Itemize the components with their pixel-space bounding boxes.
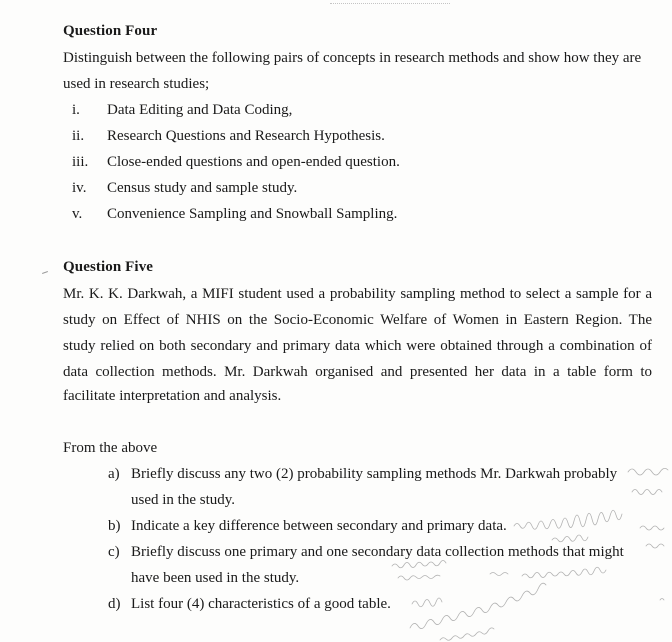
pencil-scribble [392,561,446,568]
sub-question-text: Briefly discuss any two (2) probability sampling methods Mr. Darkwah probably [131,466,618,482]
pencil-scribble [660,599,664,601]
list-item-numeral: iii. [72,154,89,170]
question-five-body-line: facilitate interpretation and analysis. [63,388,282,404]
sub-question-letter: a) [108,466,120,482]
list-item: Census study and sample study. [107,180,298,196]
pencil-scribble [646,544,664,548]
list-item-numeral: ii. [72,128,85,144]
list-item-numeral: i. [72,102,80,118]
question-four-heading: Question Four [63,23,158,39]
question-five-body-line: Mr. K. K. Darkwah, a MIFI student used a probability sampling method to select a sample for a [63,286,652,302]
pencil-scribble [628,468,668,475]
pencil-scribble [640,526,664,530]
question-five-body-line: study relied on both secondary and primary data which were obtained through a combination of [63,338,652,354]
question-five-heading: Question Five [63,259,154,275]
pencil-scribble [412,598,442,607]
sub-question-letter: d) [108,596,121,612]
pencil-scribble [632,490,662,495]
list-item-numeral: iv. [72,180,87,196]
list-item-numeral: v. [72,206,83,222]
pencil-scribble [514,510,622,529]
question-five-body-line: data collection methods. Mr. Darkwah organised and presented her data in a table form to [63,364,652,380]
scan-artifact-top [330,3,450,4]
from-above-label: From the above [63,440,158,456]
question-five-body-line: study on Effect of NHIS on the Socio-Economic Welfare of Women in Eastern Region. The [63,312,652,328]
margin-pen-mark [42,271,48,274]
sub-question-text: Briefly discuss one primary and one secondary data collection methods that might [131,544,624,560]
sub-question-text-continued: have been used in the study. [131,570,300,586]
pencil-scribble [398,575,440,580]
pencil-scribble [410,583,546,628]
sub-question-letter: c) [108,544,120,560]
list-item: Data Editing and Data Coding, [107,102,293,118]
list-item: Research Questions and Research Hypothesis. [107,128,385,144]
sub-question-text: Indicate a key difference between secondary and primary data. [131,518,507,534]
question-four-intro-line-1: Distinguish between the following pairs of concepts in research methods and show how they are [63,50,642,66]
sub-question-text-continued: used in the study. [131,492,236,508]
pencil-scribble [522,567,606,578]
question-four-intro-line-2: used in research studies; [63,76,210,92]
pencil-scribble [490,573,508,576]
sub-question-text: List four (4) characteristics of a good table. [131,596,391,612]
list-item: Convenience Sampling and Snowball Sampling. [107,206,398,222]
pencil-scribble [552,535,588,542]
sub-question-letter: b) [108,518,121,534]
pencil-scribble [440,628,494,640]
list-item: Close-ended questions and open-ended question. [107,154,400,170]
